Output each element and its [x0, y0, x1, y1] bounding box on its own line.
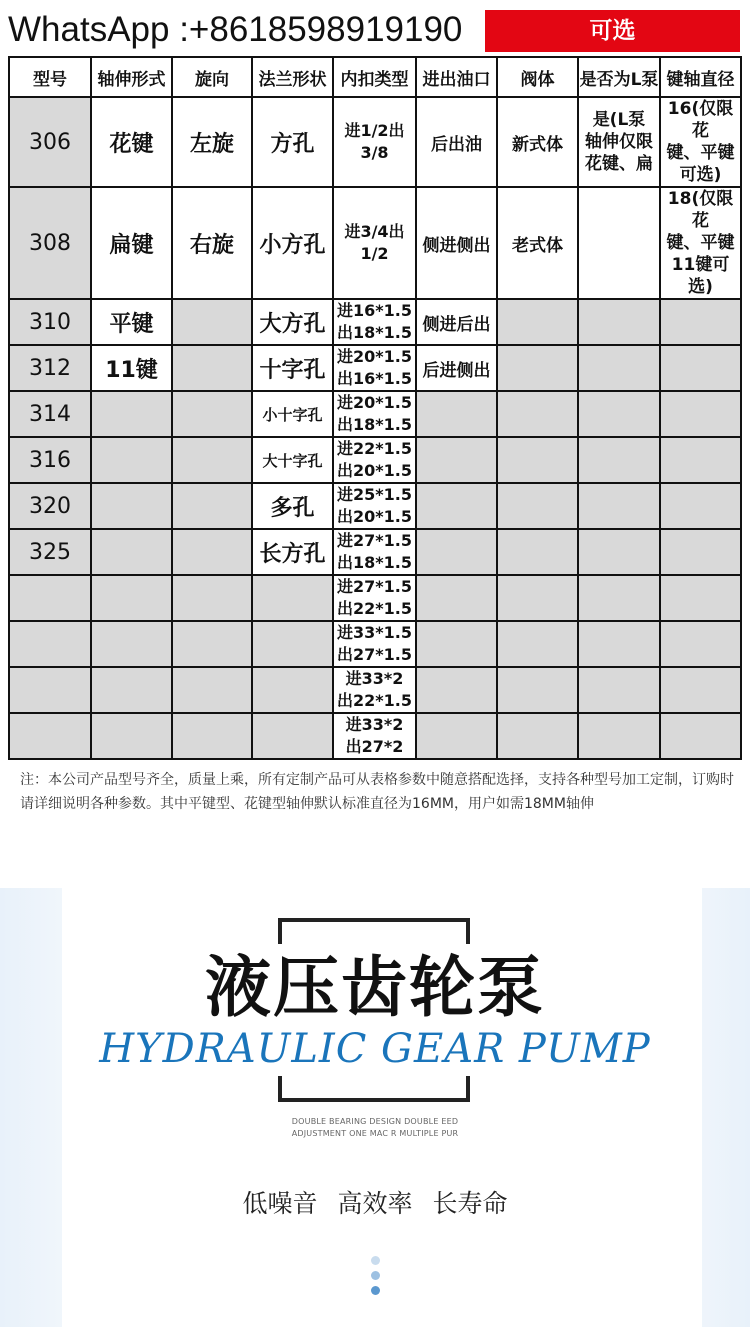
cell-shaft — [91, 575, 172, 621]
cell-flange: 方孔 — [252, 97, 333, 187]
cell-keydia — [660, 97, 741, 187]
cell-rotation: 左旋 — [172, 97, 252, 187]
cell-model: 314 — [9, 391, 91, 437]
cell-valve — [497, 713, 578, 759]
thread-line: 进25*1.5 — [337, 485, 412, 504]
cell-line: 18(仅限花 — [667, 189, 734, 231]
cell-model: 310 — [9, 299, 91, 345]
table-row — [9, 97, 741, 187]
column-header: 轴伸形式 — [91, 57, 172, 97]
cell-rotation — [172, 713, 252, 759]
thread-line: 1/2 — [360, 244, 389, 263]
column-header: 型号 — [9, 57, 91, 97]
cell-model: 308 — [9, 187, 91, 299]
cell-port — [416, 621, 497, 667]
cell-thread — [333, 391, 416, 437]
cell-flange: 十字孔 — [252, 345, 333, 391]
column-header: 旋向 — [172, 57, 252, 97]
cell-rotation — [172, 483, 252, 529]
table-row — [9, 621, 741, 667]
table-row — [9, 483, 741, 529]
column-header: 进出油口 — [416, 57, 497, 97]
table-row — [9, 529, 741, 575]
thread-line: 进33*2 — [345, 669, 404, 688]
cell-valve — [497, 345, 578, 391]
table-header-row — [9, 57, 741, 97]
thread-line: 出20*1.5 — [337, 461, 412, 480]
cell-lpump — [578, 187, 660, 299]
cell-port — [416, 483, 497, 529]
cell-flange: 大十字孔 — [252, 437, 333, 483]
cell-rotation — [172, 667, 252, 713]
hero-features — [0, 1186, 750, 1222]
cell-line: 16(仅限花 — [667, 99, 734, 141]
cell-thread — [333, 713, 416, 759]
thread-line: 出22*1.5 — [337, 599, 412, 618]
thread-line: 3/8 — [360, 143, 389, 162]
cell-model: 312 — [9, 345, 91, 391]
optional-badge: 可选 — [485, 10, 740, 52]
cell-line: 轴伸仅限 — [585, 132, 653, 152]
cell-lpump — [578, 483, 660, 529]
cell-line: 是(L泵 — [592, 110, 646, 130]
cell-model: 316 — [9, 437, 91, 483]
cell-rotation — [172, 345, 252, 391]
cell-flange — [252, 621, 333, 667]
table-row — [9, 575, 741, 621]
cell-shaft — [91, 713, 172, 759]
cell-shaft: 平键 — [91, 299, 172, 345]
cell-valve — [497, 437, 578, 483]
thread-line: 进20*1.5 — [337, 393, 412, 412]
cell-shaft — [91, 529, 172, 575]
cell-shaft: 花键 — [91, 97, 172, 187]
thread-line: 出27*1.5 — [337, 645, 412, 664]
cell-flange: 小方孔 — [252, 187, 333, 299]
cell-lpump — [578, 97, 660, 187]
table-row — [9, 391, 741, 437]
cell-port — [416, 391, 497, 437]
cell-model: 320 — [9, 483, 91, 529]
column-header: 法兰形状 — [252, 57, 333, 97]
cell-thread — [333, 621, 416, 667]
cell-line: 11键可选) — [671, 255, 730, 297]
cell-keydia — [660, 437, 741, 483]
cell-shaft — [91, 621, 172, 667]
cell-flange: 大方孔 — [252, 299, 333, 345]
thread-line: 进3/4出 — [344, 222, 405, 241]
cell-line: 花键、扁 — [585, 154, 653, 174]
cell-port — [416, 529, 497, 575]
cell-thread — [333, 187, 416, 299]
cell-thread — [333, 667, 416, 713]
cell-rotation — [172, 529, 252, 575]
cell-flange — [252, 667, 333, 713]
cell-model — [9, 667, 91, 713]
column-header: 阀体 — [497, 57, 578, 97]
cell-lpump — [578, 345, 660, 391]
cell-keydia — [660, 299, 741, 345]
hero-title-english: HYDRAULIC GEAR PUMP — [99, 1026, 651, 1072]
cell-lpump — [578, 667, 660, 713]
thread-line: 进16*1.5 — [337, 301, 412, 320]
cell-lpump — [578, 621, 660, 667]
cell-port: 后出油 — [416, 97, 497, 187]
thread-line: 出16*1.5 — [337, 369, 412, 388]
cell-valve: 新式体 — [497, 97, 578, 187]
cell-port — [416, 667, 497, 713]
cell-valve — [497, 575, 578, 621]
cell-lpump — [578, 299, 660, 345]
feature-long-life: 长寿命 — [432, 1189, 508, 1218]
cell-valve: 老式体 — [497, 187, 578, 299]
cell-flange — [252, 713, 333, 759]
cell-shaft — [91, 437, 172, 483]
scroll-dot-2 — [371, 1271, 380, 1280]
cell-keydia — [660, 529, 741, 575]
cell-thread — [333, 345, 416, 391]
thread-line: 出18*1.5 — [337, 553, 412, 572]
thread-line: 进33*2 — [345, 715, 404, 734]
cell-shaft — [91, 483, 172, 529]
cell-port: 后进侧出 — [416, 345, 497, 391]
cell-thread — [333, 575, 416, 621]
thread-line: 出18*1.5 — [337, 415, 412, 434]
table-row — [9, 187, 741, 299]
cell-thread — [333, 483, 416, 529]
cell-keydia — [660, 483, 741, 529]
cell-flange: 小十字孔 — [252, 391, 333, 437]
cell-lpump — [578, 437, 660, 483]
cell-rotation: 右旋 — [172, 187, 252, 299]
cell-line: 键、平键 — [666, 143, 735, 163]
cell-valve — [497, 621, 578, 667]
thread-line: 进33*1.5 — [337, 623, 412, 642]
column-header: 键轴直径 — [660, 57, 741, 97]
scroll-dot-1 — [371, 1256, 380, 1265]
table-body — [9, 97, 741, 759]
cell-rotation — [172, 575, 252, 621]
cell-valve — [497, 529, 578, 575]
thread-line: 出27*2 — [345, 737, 404, 756]
cell-lpump — [578, 529, 660, 575]
cell-model: 306 — [9, 97, 91, 187]
cell-keydia — [660, 391, 741, 437]
table-row — [9, 345, 741, 391]
cell-port — [416, 713, 497, 759]
cell-port: 侧进侧出 — [416, 187, 497, 299]
cell-rotation — [172, 437, 252, 483]
cell-keydia — [660, 345, 741, 391]
table-row — [9, 437, 741, 483]
cell-keydia — [660, 713, 741, 759]
cell-shaft — [91, 667, 172, 713]
cell-valve — [497, 667, 578, 713]
hero-title-chinese: 液压齿轮泵 — [205, 949, 545, 1026]
spec-note: 注：本公司产品型号齐全，质量上乘，所有定制产品可从表格参数中随意搭配选择，支持各种型号加工定制，订购时请详细说明各种参数。其中平键型、花键型轴伸默认标准直径为16MM，用户如需18MM轴伸 — [20, 772, 734, 812]
cell-rotation — [172, 621, 252, 667]
thread-line: 出22*1.5 — [337, 691, 412, 710]
cell-port: 侧进后出 — [416, 299, 497, 345]
cell-shaft — [91, 391, 172, 437]
hero-small-tagline: DOUBLE BEARING DESIGN DOUBLE EED ADJUSTMENT ONE MAC R MULTIPLE PUR — [291, 1117, 459, 1138]
scroll-dot-3 — [371, 1286, 380, 1295]
spec-table — [8, 56, 742, 760]
cell-flange: 长方孔 — [252, 529, 333, 575]
cell-model — [9, 621, 91, 667]
cell-lpump — [578, 713, 660, 759]
cell-model — [9, 713, 91, 759]
cell-rotation — [172, 391, 252, 437]
table-row — [9, 713, 741, 759]
cell-shaft: 11键 — [91, 345, 172, 391]
thread-line: 进20*1.5 — [337, 347, 412, 366]
cell-line: 键、平键 — [666, 233, 735, 253]
column-header: 是否为L泵 — [578, 57, 660, 97]
thread-line: 进1/2出 — [344, 121, 405, 140]
cell-flange — [252, 575, 333, 621]
table-row — [9, 667, 741, 713]
cell-valve — [497, 483, 578, 529]
column-header: 内扣类型 — [333, 57, 416, 97]
table-row — [9, 299, 741, 345]
cell-lpump — [578, 575, 660, 621]
whatsapp-contact[interactable]: WhatsApp :+8618598919190 — [8, 10, 463, 49]
cell-valve — [497, 299, 578, 345]
cell-thread — [333, 299, 416, 345]
cell-port — [416, 437, 497, 483]
feature-low-noise: 低噪音 — [242, 1189, 318, 1218]
cell-keydia — [660, 187, 741, 299]
cell-port — [416, 575, 497, 621]
cell-thread — [333, 529, 416, 575]
feature-high-efficiency: 高效率 — [337, 1189, 413, 1218]
top-banner — [0, 0, 750, 62]
cell-thread — [333, 97, 416, 187]
cell-model — [9, 575, 91, 621]
cell-line: 可选) — [679, 165, 722, 185]
cell-thread — [333, 437, 416, 483]
cell-model: 325 — [9, 529, 91, 575]
cell-shaft: 扁键 — [91, 187, 172, 299]
cell-keydia — [660, 667, 741, 713]
thread-line: 出18*1.5 — [337, 323, 412, 342]
thread-line: 进27*1.5 — [337, 531, 412, 550]
cell-lpump — [578, 391, 660, 437]
thread-line: 进22*1.5 — [337, 439, 412, 458]
thread-line: 出20*1.5 — [337, 507, 412, 526]
thread-line: 进27*1.5 — [337, 577, 412, 596]
cell-keydia — [660, 621, 741, 667]
cell-flange: 多孔 — [252, 483, 333, 529]
cell-valve — [497, 391, 578, 437]
cell-rotation — [172, 299, 252, 345]
cell-keydia — [660, 575, 741, 621]
